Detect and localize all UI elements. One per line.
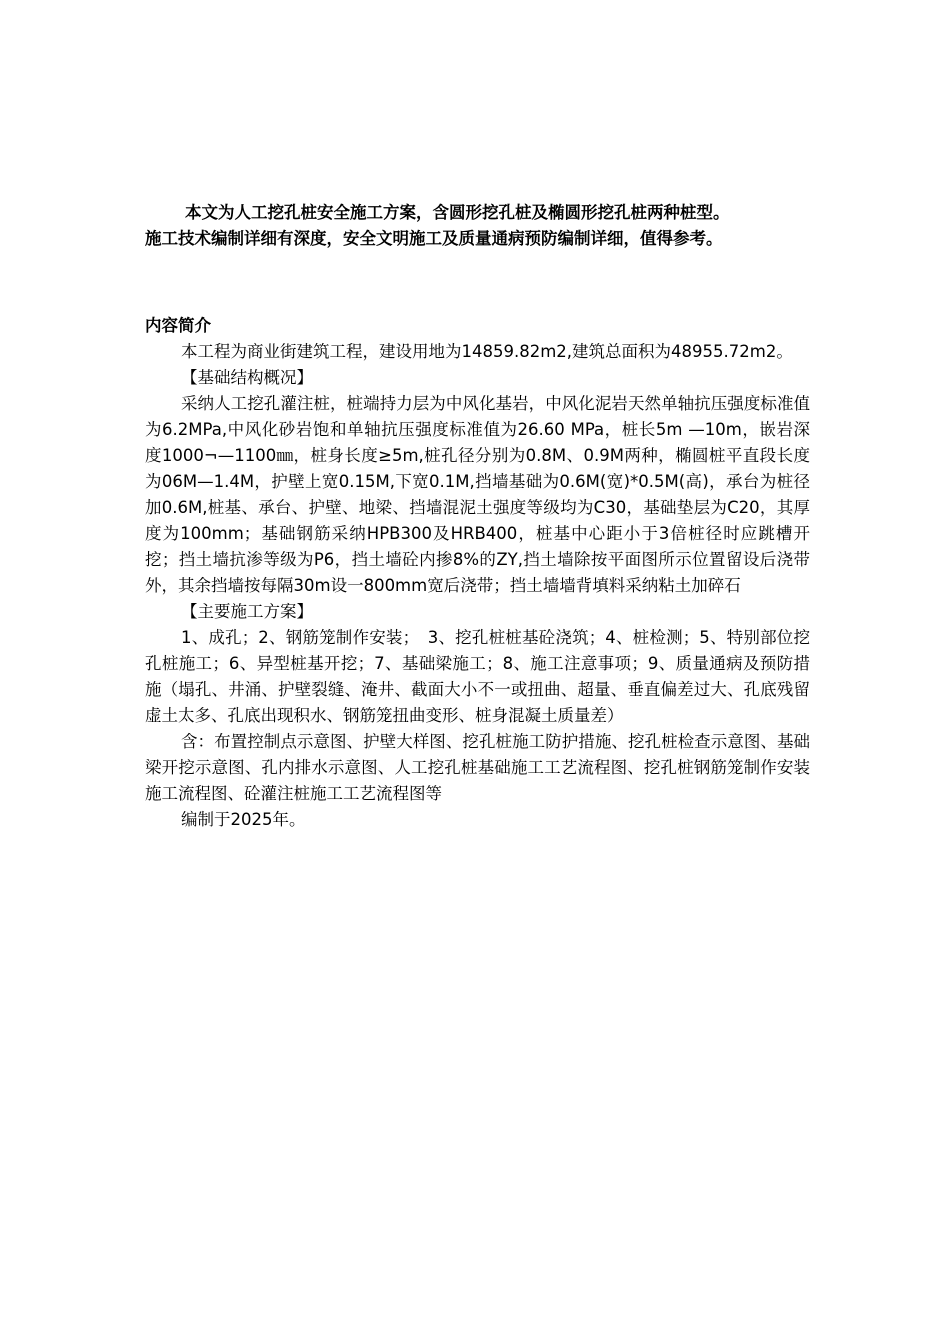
- intro-summary: [145, 200, 810, 252]
- project-paragraph: 本工程为商业街建筑工程，建设用地为14859.82m2,建筑总面积为48955.72m2。: [181, 342, 793, 361]
- content-section: [145, 313, 810, 833]
- foundation-paragraph: 采纳人工挖孔灌注桩，桩端持力层为中风化基岩，中风化泥岩天然单轴抗压强度标准值为6.2MPa,中风化砂岩饱和单轴抗压强度标准值为26.60 MPa，桩长5m —10m，嵌岩深度1000¬—1100㎜，桩身长度≥5m,桩孔径分别为0.8M、0.9M两种，椭圆桩平直段长度为06M—1.4M，护壁上宽0.15M,下宽0.1M,挡墙基础为0.6M(宽)*0.5M(高)，承台为桩径加0.6M,桩基、承台、护壁、地梁、挡墙混泥土强度等级均为C30，基础垫层为C20，其厚度为100mm；基础钢筋采纳HPB300及HRB400，桩基中心距小于3倍桩径时应跳槽开挖；挡土墙抗渗等级为P6，挡土墙砼内掺8%的ZY,挡土墙除按平面图所示位置留设后浇带外，其余挡墙按每隔30m设一800mm宽后浇带；挡土墙墙背填料采纳粘土加碎石: [145, 394, 810, 595]
- intro-line-1: 本文为人工挖孔桩安全施工方案，含圆形挖孔桩及椭圆形挖孔桩两种桩型。: [185, 203, 730, 222]
- plan-section-title: 【主要施工方案】: [181, 602, 313, 621]
- includes-paragraph: 含：布置控制点示意图、护壁大样图、挖孔桩施工防护措施、挖孔桩检查示意图、基础梁开挖示意图、孔内排水示意图、人工挖孔桩基础施工工艺流程图、挖孔桩钢筋笼制作安装施工流程图、砼灌注桩施工工艺流程图等: [145, 732, 810, 803]
- date-paragraph: 编制于2025年。: [181, 810, 306, 829]
- content-heading: 内容简介: [145, 316, 211, 335]
- intro-line-2: 施工技术编制详细有深度，安全文明施工及质量通病预防编制详细，值得参考。: [145, 229, 723, 248]
- plan-paragraph: 1、成孔；2、钢筋笼制作安装； 3、挖孔桩桩基砼浇筑；4、桩检测；5、特别部位挖孔桩施工；6、异型桩基开挖；7、基础梁施工；8、施工注意事项；9、质量通病及预防措施（塌孔、井涌、护壁裂缝、淹井、截面大小不一或扭曲、超量、垂直偏差过大、孔底残留虚土太多、孔底出现积水、钢筋笼扭曲变形、桩身混凝土质量差）: [145, 628, 810, 725]
- foundation-section-title: 【基础结构概况】: [181, 368, 313, 387]
